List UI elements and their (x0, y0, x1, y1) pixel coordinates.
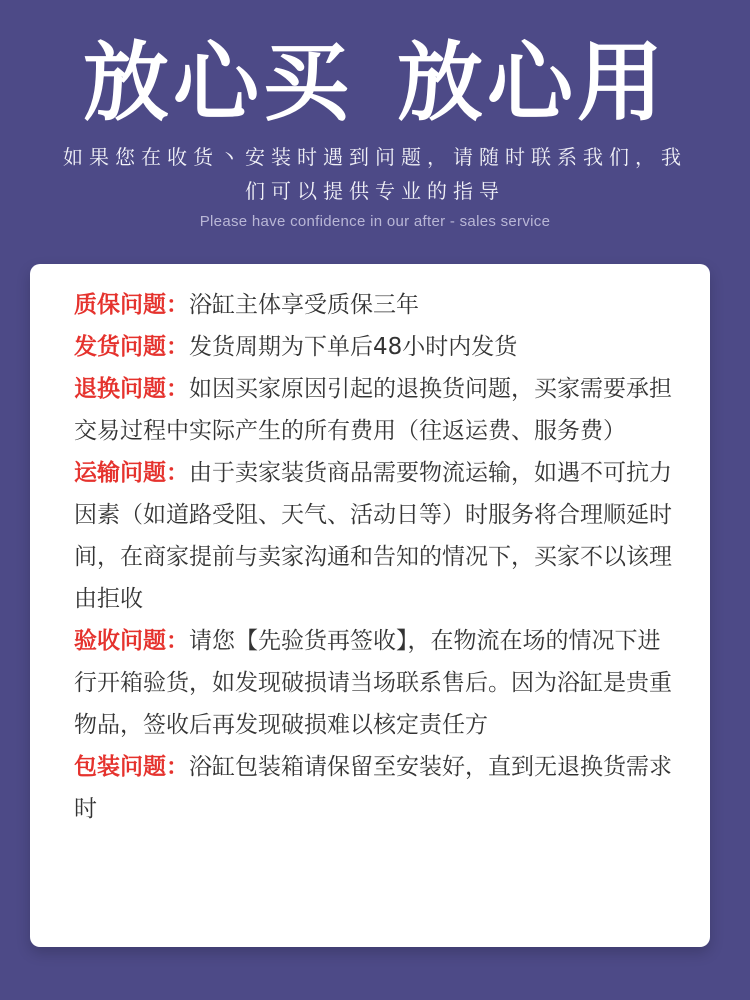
policy-item-shipping (74, 326, 674, 368)
policy-item-warranty (74, 284, 674, 326)
hero-title (0, 28, 750, 138)
policy-list (74, 284, 674, 830)
policy-text: 浴缸包装箱请保留至安装好，直到无退换货需求时 (74, 754, 672, 822)
policy-label: 包装问题： (74, 754, 189, 780)
policy-label: 运输问题： (74, 460, 189, 486)
hero-title-left: 放心买 (83, 33, 353, 133)
hero-title-right: 放心用 (397, 33, 667, 133)
policy-item-returns (74, 368, 674, 452)
policy-card (30, 264, 710, 947)
policy-label: 退换问题： (74, 376, 189, 402)
policy-item-packaging (74, 746, 674, 830)
english-tagline: Please have confidence in our after - sales service (199, 213, 551, 230)
policy-item-inspection (74, 620, 674, 746)
policy-label: 验收问题： (74, 628, 189, 654)
policy-text: 请您【先验货再签收】，在物流在场的情况下进行开箱验货，如发现破损请当场联系售后。因为浴缸是贵重物品，签收后再发现破损难以核定责任方 (74, 628, 672, 738)
policy-text: 发货周期为下单后48小时内发货 (189, 334, 518, 360)
policy-item-transport (74, 452, 674, 620)
policy-text: 浴缸主体享受质保三年 (189, 292, 419, 318)
policy-label: 质保问题： (74, 292, 189, 318)
policy-text: 由于卖家装货商品需要物流运输，如遇不可抗力因素（如道路受阻、天气、活动日等）时服务将合理顺延时间，在商家提前与卖家沟通和告知的情况下，买家不以该理由拒收 (74, 460, 672, 612)
policy-label: 发货问题： (74, 334, 189, 360)
policy-text: 如因买家原因引起的退换货问题，买家需要承担交易过程中实际产生的所有费用（往返运费、服务费） (74, 376, 672, 444)
subtitle: 如果您在收货丶安装时遇到问题，请随时联系我们，我们可以提供专业的指导 (63, 145, 687, 203)
